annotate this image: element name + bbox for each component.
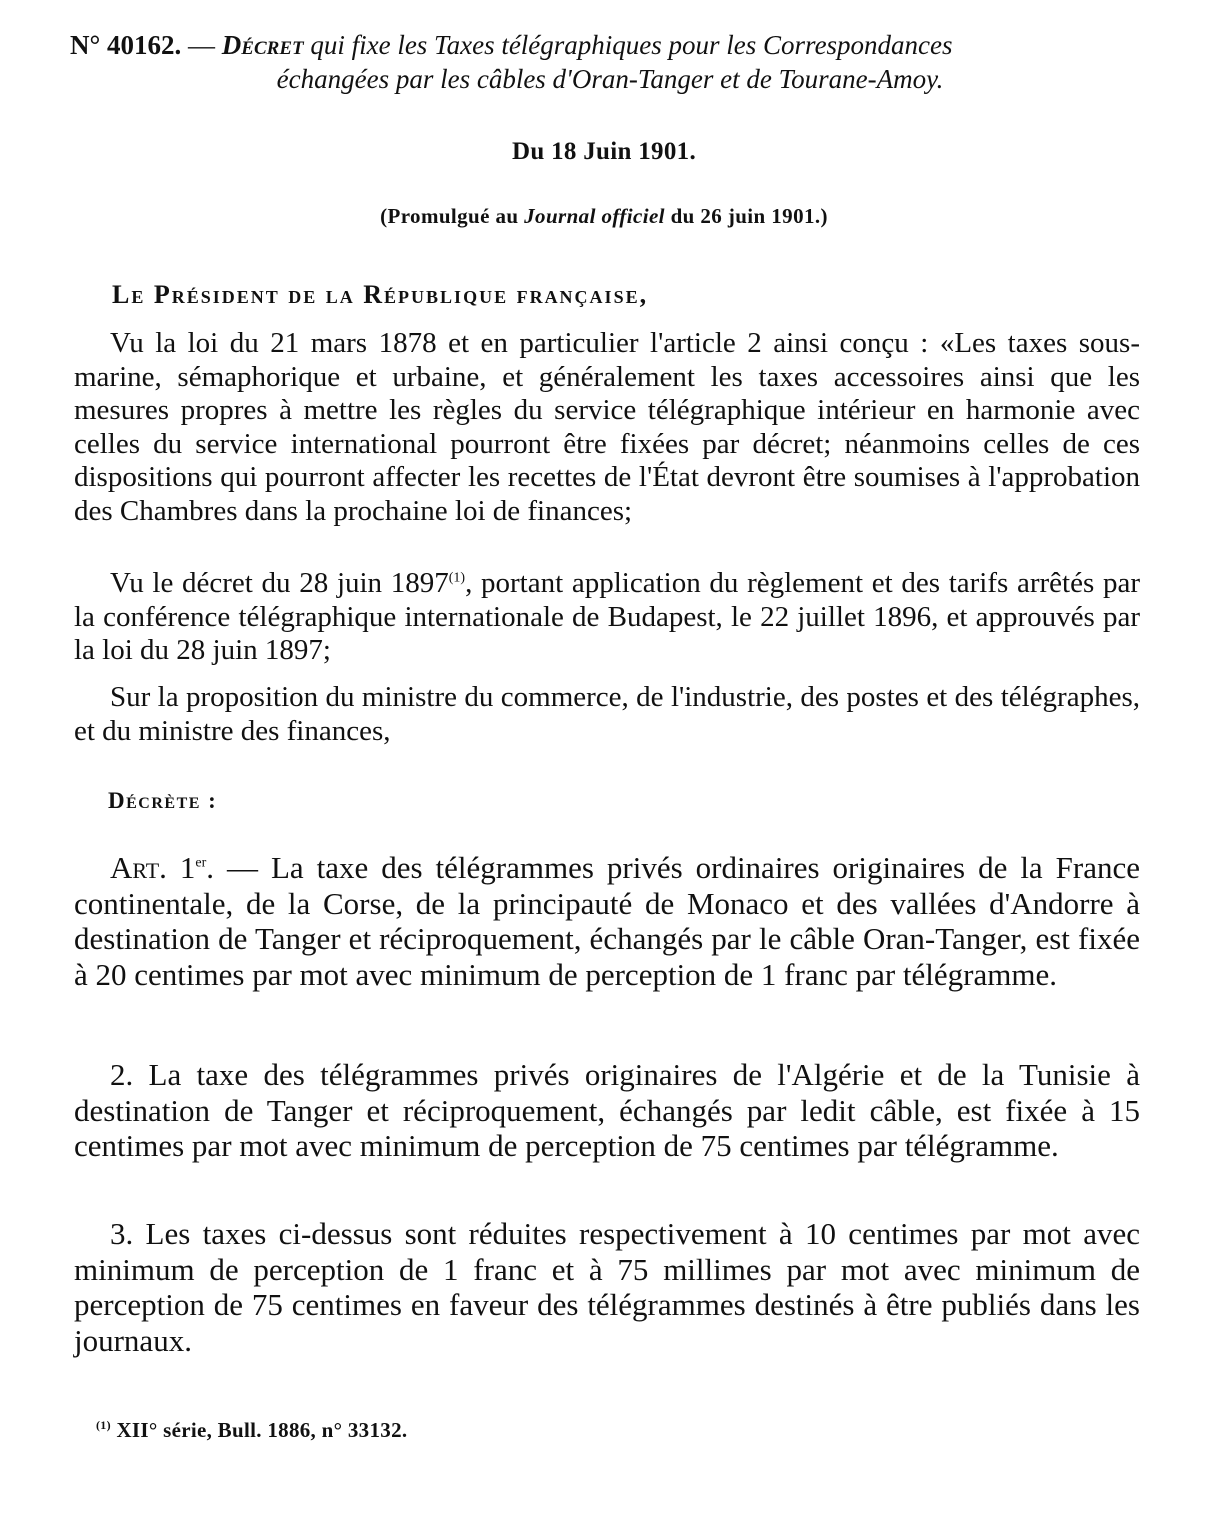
- preamble-paragraph-3: Sur la proposition du ministre du commerce, de l'industrie, des postes et des télégraphes, et du ministre des finances,: [74, 681, 1140, 747]
- promulgation-after: du 26 juin 1901.): [664, 204, 828, 228]
- footnote: [96, 1418, 407, 1443]
- promulgation-before: (Promulgué au: [380, 204, 525, 228]
- header-dash: —: [181, 30, 222, 60]
- p2-before: Vu le décret du 28 juin 1897: [110, 567, 449, 599]
- p2-after: , portant application du règlement et des tarifs arrêtés par la conférence télégraphique internationale de Budapest, le 22 juillet 1896, et approuvés par la loi du 28 juin 1897;: [74, 567, 1140, 666]
- footnote-reference: (1): [448, 570, 466, 586]
- title-line-2: échangées par les câbles d'Oran-Tanger et de Tourane-Amoy.: [276, 64, 944, 94]
- footnote-mark: (1): [96, 1418, 111, 1432]
- decrete-heading: Décrète :: [108, 788, 218, 813]
- preamble-paragraph-1: Vu la loi du 21 mars 1878 et en particulier l'article 2 ainsi conçu : «Les taxes sous-marine, sémaphorique et urbaine, et généralement les taxes accessoires ainsi que les mesures propres à mettre les règles du service télégraphique intérieur en harmonie avec celles du service international pourront être fixées par décret; néanmoins celles de ces dispositions qui pourront affecter les recettes de l'État devront être soumises à l'approbation des Chambres dans la prochaine loi de finances;: [74, 327, 1140, 527]
- decree-date: Du 18 Juin 1901.: [511, 138, 696, 165]
- preamble-paragraph-2: [74, 567, 1140, 668]
- footnote-text: XII° série, Bull. 1886, n° 33132.: [110, 1418, 408, 1442]
- article-2: 2. La taxe des télégrammes privés originaires de l'Algérie et de la Tunisie à destination de Tanger et réciproquement, échangés par ledit câble, est fixée à 15 centimes par mot avec minimum de perception de 75 centimes par télégramme.: [74, 1057, 1140, 1163]
- article-1-label: Art. 1: [110, 850, 196, 885]
- promulgation-note: [0, 204, 1208, 229]
- decree-number: N° 40162.: [70, 30, 182, 60]
- article-1-text: . — La taxe des télégrammes privés ordinaires originaires de la France continentale, de la Corse, de la principauté de Monaco et des vallées d'Andorre à destination de Tanger et réciproquement, échangés par le câble Oran-Tanger, est fixée à 20 centimes par mot avec minimum de perception de 1 franc par télégramme.: [74, 850, 1140, 992]
- journal-name: Journal officiel: [524, 204, 665, 228]
- president-heading: Le Président de la République française,: [112, 280, 649, 309]
- article-1-ordinal: er: [195, 855, 207, 871]
- article-3: 3. Les taxes ci-dessus sont réduites respectivement à 10 centimes par mot avec minimum de perception de 1 franc et à 75 millimes par mot avec minimum de perception de 75 centimes en faveur des télégrammes destinés à être publiés dans les journaux.: [74, 1216, 1140, 1358]
- title-line-1: qui fixe les Taxes télégraphiques pour les Correspondances: [303, 30, 953, 60]
- decree-title: [222, 30, 953, 60]
- decret-word: Décret: [221, 30, 304, 60]
- article-1: [74, 850, 1140, 992]
- decree-header: [70, 28, 1140, 96]
